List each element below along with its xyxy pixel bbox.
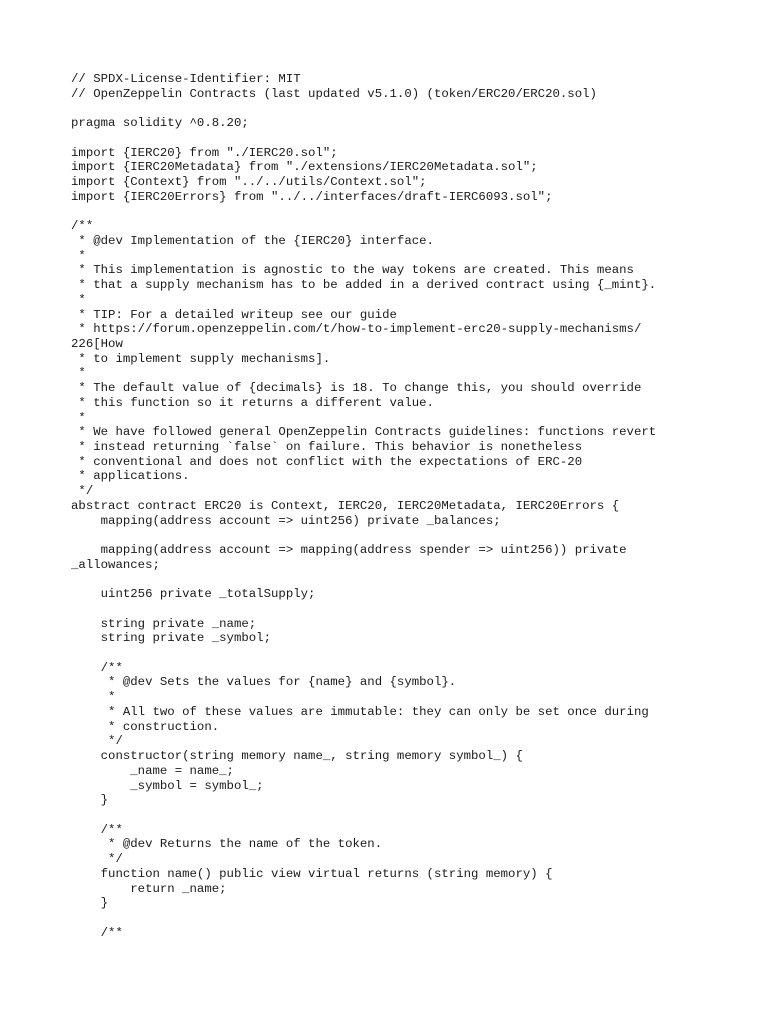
code-line: /** [71,219,94,234]
code-line [71,528,768,543]
code-line: * We have followed general OpenZeppelin Contracts guidelines: functions revert [71,425,657,440]
code-line: import {IERC20Metadata} from "./extensions/IERC20Metadata.sol"; [71,160,538,175]
code-line [71,602,768,617]
code-line: * [71,248,86,263]
code-line: constructor(string memory name_, string memory symbol_) { [71,749,523,764]
code-line: mapping(address account => mapping(address spender => uint256)) private [71,543,627,557]
code-line: */ [71,734,123,749]
code-line [71,101,768,116]
code-line: abstract contract ERC20 is Context, IERC20, IERC20Metadata, IERC20Errors { [71,498,620,513]
code-line: mapping(address account => uint256) private _balances; [71,513,501,528]
code-line: * conventional and does not conflict with the expectations of ERC-20 [71,454,583,469]
code-line: } [71,896,109,911]
code-line: pragma solidity ^0.8.20; [71,116,249,131]
code-line: function name() public view virtual returns (string memory) { [71,866,553,881]
code-line: _symbol = symbol_; [71,778,264,793]
code-line: } [71,793,109,808]
code-line [71,911,768,926]
code-line: _allowances; [71,557,160,572]
code-line: /** [71,660,123,675]
code-line: /** [71,925,123,940]
code-line: import {IERC20Errors} from "../../interfaces/draft-IERC6093.sol"; [71,189,553,204]
code-line: * instead returning `false` on failure. This behavior is nonetheless [71,439,583,454]
code-line [71,204,768,219]
code-line [71,572,768,587]
code-line: string private _name; [71,616,257,631]
code-line: uint256 private _totalSupply; [71,587,316,602]
code-line: // SPDX-License-Identifier: MIT [71,72,301,86]
code-line: * @dev Returns the name of the token. [71,837,383,852]
code-line: */ [71,484,94,499]
code-line: * All two of these values are immutable: they can only be set once during [71,704,649,719]
code-line: * @dev Implementation of the {IERC20} interface. [71,233,434,248]
code-line: * this function so it returns a different value. [71,395,434,410]
code-line: return _name; [71,881,227,896]
code-line: */ [71,852,123,867]
code-line: * The default value of {decimals} is 18. To change this, you should override [71,381,642,396]
code-line: * [71,292,86,307]
code-line: * that a supply mechanism has to be added in a derived contract using {_mint}. [71,278,657,293]
code-line: * construction. [71,719,220,734]
code-line: // OpenZeppelin Contracts (last updated v5.1.0) (token/ERC20/ERC20.sol) [71,86,597,101]
code-line: * to implement supply mechanisms]. [71,351,331,366]
code-line: * https://forum.openzeppelin.com/t/how-to-implement-erc20-supply-mechanisms/ [71,322,642,337]
code-line: * TIP: For a detailed writeup see our guide [71,307,397,322]
code-line [71,131,768,146]
code-document [71,72,768,940]
code-line: * applications. [71,469,190,484]
code-line [71,808,768,823]
code-line: _name = name_; [71,763,234,778]
code-line: import {Context} from "../../utils/Context.sol"; [71,175,427,190]
code-line [71,646,768,661]
code-line: * @dev Sets the values for {name} and {symbol}. [71,675,457,690]
code-line: 226[How [71,336,123,351]
code-line: * [71,410,86,425]
code-line: * [71,366,86,381]
code-line: /** [71,822,123,837]
code-line: * [71,690,116,705]
code-line: * This implementation is agnostic to the way tokens are created. This means [71,263,634,278]
code-line: string private _symbol; [71,631,272,646]
code-line: import {IERC20} from "./IERC20.sol"; [71,145,338,160]
